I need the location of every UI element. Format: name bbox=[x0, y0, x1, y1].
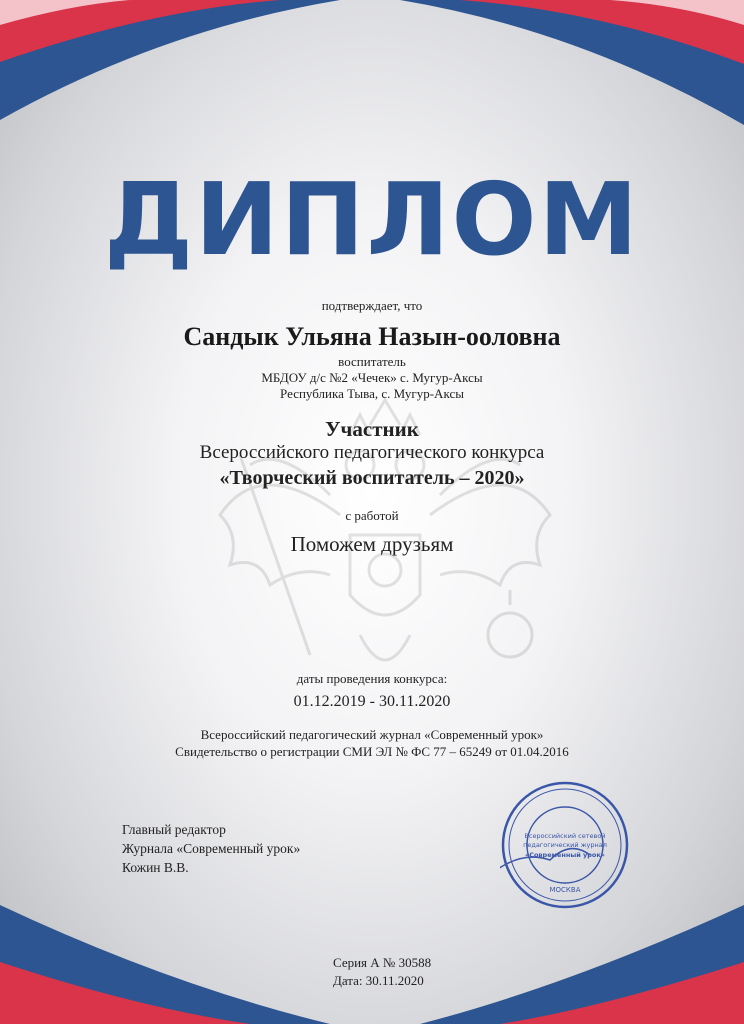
stamp-line-2: педагогический журнал bbox=[523, 841, 607, 849]
signature-journal: Журнала «Современный урок» bbox=[122, 841, 301, 856]
work-title: Поможем друзьям bbox=[290, 532, 454, 556]
diploma-title: ДИПЛОМ bbox=[103, 161, 641, 278]
signature-name: Кожин В.В. bbox=[122, 860, 189, 875]
stamp-bottom: МОСКВА bbox=[549, 886, 581, 894]
registration-text: Свидетельство о регистрации СМИ ЭЛ № ФС 77 – 65249 от 01.04.2016 bbox=[175, 744, 569, 759]
stamp-line-3: «Современный урок» bbox=[525, 851, 605, 859]
signature-role: Главный редактор bbox=[122, 822, 226, 837]
stamp-line-1: Всероссийский сетевой bbox=[524, 832, 606, 840]
journal-seal-stamp bbox=[500, 780, 630, 910]
dates-label: даты проведения конкурса: bbox=[296, 671, 448, 686]
recipient-name: Сандык Ульяна Назын-ооловна bbox=[183, 322, 561, 351]
dates-value: 01.12.2019 - 30.11.2020 bbox=[293, 693, 451, 710]
journal-name: Всероссийский педагогический журнал «Современный урок» bbox=[200, 727, 544, 742]
recipient-location: Республика Тыва, с. Мугур-Аксы bbox=[280, 386, 464, 401]
work-label: с работой bbox=[345, 508, 399, 523]
contest-line: Всероссийского педагогического конкурса bbox=[199, 442, 545, 463]
confirms-text: подтверждает, что bbox=[321, 298, 423, 313]
series-number: Серия А № 30588 bbox=[333, 955, 432, 970]
series-block bbox=[333, 954, 431, 990]
recipient-organization: МБДОУ д/с №2 «Чечек» с. Мугур-Аксы bbox=[261, 370, 483, 385]
recipient-position: воспитатель bbox=[338, 354, 406, 369]
participant-status: Участник bbox=[325, 417, 419, 441]
contest-name: «Творческий воспитатель – 2020» bbox=[219, 467, 525, 489]
issue-date: Дата: 30.11.2020 bbox=[333, 973, 424, 988]
signature-block bbox=[122, 820, 300, 877]
